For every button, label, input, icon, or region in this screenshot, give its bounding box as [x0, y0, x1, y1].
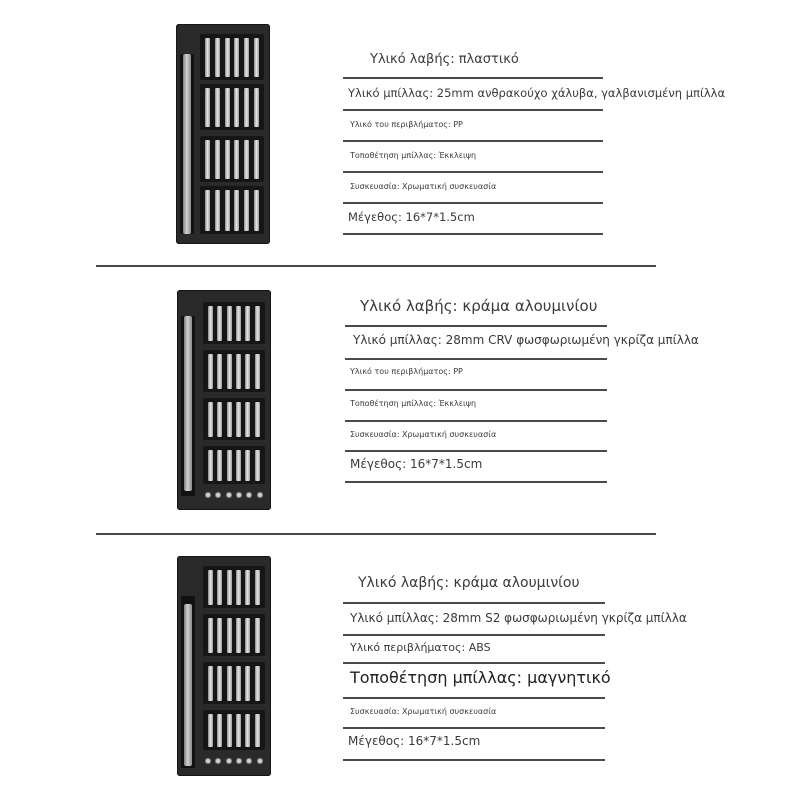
screwdriver-bit: [234, 38, 239, 77]
screwdriver-bit: [205, 190, 210, 231]
spec-rule: [343, 202, 603, 204]
screwdriver-bit: [227, 402, 232, 437]
screwdriver-bit: [255, 618, 260, 653]
socket-nut: [205, 492, 211, 498]
screwdriver-bit: [217, 570, 222, 605]
spec-bit-material: Υλικό μπίλλας: 28mm CRV φωσφωριωμένη γκρίζα μπίλλα: [353, 333, 699, 347]
spec-bit-placement: Τοποθέτηση μπίλλας: Έκκλειψη: [350, 399, 477, 408]
screwdriver-bit: [245, 306, 250, 341]
spec-bit-placement: Τοποθέτηση μπίλλας: Έκκλειψη: [350, 151, 477, 160]
screwdriver-bit: [227, 714, 232, 747]
screwdriver-bit: [227, 306, 232, 341]
product-section-1: [0, 0, 800, 266]
screwdriver-bit: [236, 570, 241, 605]
screwdriver-bit: [225, 190, 230, 231]
screwdriver-bit: [208, 618, 213, 653]
bit-tray: [203, 614, 265, 656]
spec-packaging: Συσκευασία: Χρωματική συσκευασία: [350, 430, 497, 439]
socket-row: [203, 488, 265, 502]
screwdriver-bit: [217, 402, 222, 437]
bit-tray: [200, 186, 264, 234]
screwdriver-bit: [205, 140, 210, 179]
screwdriver-bit: [244, 38, 249, 77]
screwdriver-bit: [255, 714, 260, 747]
spec-size: Μέγεθος: 16*7*1.5cm: [348, 210, 475, 224]
screwdriver-bit: [217, 354, 222, 389]
socket-nut: [226, 492, 232, 498]
spec-bit-material: Υλικό μπίλλας: 25mm ανθρακούχο χάλυβα, γαλβανισμένη μπίλλα: [348, 86, 726, 100]
spec-rule: [345, 420, 607, 422]
screwdriver-bit: [227, 618, 232, 653]
screwdriver-bit: [215, 190, 220, 231]
screwdriver-bit: [236, 666, 241, 701]
screwdriver-bit: [245, 450, 250, 481]
screwdriver-bit: [236, 306, 241, 341]
screwdriver-bit: [236, 618, 241, 653]
screwdriver-bit: [255, 450, 260, 481]
bit-tray: [200, 136, 264, 182]
screwdriver-bit: [254, 190, 259, 231]
screwdriver-bit: [245, 570, 250, 605]
bit-tray: [200, 34, 264, 80]
bit-tray: [203, 710, 265, 750]
spec-rule: [343, 602, 605, 604]
spec-rule: [343, 727, 605, 729]
screwdriver-bit: [227, 354, 232, 389]
screwdriver-bit: [244, 140, 249, 179]
screwdriver-bit: [215, 88, 220, 127]
socket-nut: [257, 758, 263, 764]
screwdriver-bit: [217, 306, 222, 341]
screwdriver-bit: [245, 714, 250, 747]
screwdriver-bit: [254, 88, 259, 127]
socket-nut: [236, 758, 242, 764]
screwdriver-bit: [225, 140, 230, 179]
handle-slot: [181, 596, 195, 768]
spec-rule: [345, 389, 607, 391]
screwdriver-bit: [208, 306, 213, 341]
socket-row: [203, 754, 265, 768]
screwdriver-bit: [208, 402, 213, 437]
screwdriver-bit: [208, 570, 213, 605]
screwdriver-bit: [245, 618, 250, 653]
spec-rule: [345, 325, 607, 327]
socket-nut: [215, 758, 221, 764]
socket-nut: [236, 492, 242, 498]
screwdriver-bit: [244, 88, 249, 127]
screwdriver-handle: [183, 54, 191, 234]
screwdriver-bit: [227, 666, 232, 701]
screwdriver-bit: [254, 38, 259, 77]
spec-size: Μέγεθος: 16*7*1.5cm: [350, 457, 483, 471]
screwdriver-bit: [255, 402, 260, 437]
screwdriver-bit: [215, 38, 220, 77]
screwdriver-bit: [225, 38, 230, 77]
screwdriver-bit: [215, 140, 220, 179]
screwdriver-bit: [255, 354, 260, 389]
spec-rule: [345, 358, 607, 360]
screwdriver-bit: [217, 714, 222, 747]
bit-tray: [203, 302, 265, 344]
screwdriver-bit: [234, 190, 239, 231]
screwdriver-bit: [208, 714, 213, 747]
product-section-3: [0, 534, 800, 800]
bit-tray: [203, 446, 265, 484]
screwdriver-bit: [255, 306, 260, 341]
screwdriver-bit: [254, 140, 259, 179]
bit-tray: [203, 398, 265, 440]
spec-rule: [343, 634, 605, 636]
screwdriver-handle: [184, 604, 192, 766]
screwdriver-bit: [217, 450, 222, 481]
bit-tray: [203, 566, 265, 608]
socket-nut: [205, 758, 211, 764]
spec-size: Μέγεθος: 16*7*1.5cm: [348, 734, 481, 748]
screwdriver-bit: [234, 140, 239, 179]
spec-bit-material: Υλικό μπίλλας: 28mm S2 φωσφωριωμένη γκρίζα μπίλλα: [350, 611, 687, 625]
handle-slot: [180, 54, 194, 234]
spec-case-material: Υλικό του περιβλήματος: PP: [350, 367, 463, 376]
socket-nut: [257, 492, 263, 498]
screwdriver-bit: [217, 666, 222, 701]
screwdriver-bit: [205, 38, 210, 77]
screwdriver-bit: [236, 450, 241, 481]
screwdriver-case-image-3: [177, 556, 271, 776]
screwdriver-bit: [217, 618, 222, 653]
spec-rule: [343, 233, 603, 235]
spec-handle-material: Υλικό λαβής: πλαστικό: [370, 52, 519, 67]
spec-bit-placement: Τοποθέτηση μπίλλας: μαγνητικό: [350, 668, 611, 687]
bit-tray: [203, 350, 265, 392]
spec-rule: [343, 171, 603, 173]
bit-tray: [200, 84, 264, 130]
screwdriver-bit: [208, 666, 213, 701]
screwdriver-bit: [236, 714, 241, 747]
spec-rule: [343, 109, 603, 111]
screwdriver-bit: [255, 666, 260, 701]
screwdriver-bit: [227, 570, 232, 605]
screwdriver-bit: [236, 354, 241, 389]
screwdriver-bit: [225, 88, 230, 127]
screwdriver-bit: [208, 450, 213, 481]
screwdriver-bit: [205, 88, 210, 127]
screwdriver-bit: [227, 450, 232, 481]
spec-case-material: Υλικό του περιβλήματος: PP: [350, 120, 463, 129]
spec-case-material: Υλικό περιβλήματος: ABS: [350, 641, 491, 654]
screwdriver-bit: [244, 190, 249, 231]
screwdriver-bit: [245, 402, 250, 437]
spec-rule: [343, 759, 605, 761]
handle-slot: [181, 316, 195, 496]
screwdriver-bit: [255, 570, 260, 605]
product-section-2: [0, 266, 800, 532]
screwdriver-bit: [208, 354, 213, 389]
screwdriver-bit: [245, 354, 250, 389]
spec-rule: [343, 697, 605, 699]
socket-nut: [246, 758, 252, 764]
spec-rule: [345, 481, 607, 483]
screwdriver-case-image-1: [176, 24, 270, 244]
spec-packaging: Συσκευασία: Χρωματική συσκευασία: [350, 707, 497, 716]
screwdriver-bit: [245, 666, 250, 701]
screwdriver-handle: [184, 316, 192, 491]
spec-rule: [343, 77, 603, 79]
spec-handle-material: Υλικό λαβής: κράμα αλουμινίου: [360, 297, 598, 315]
spec-handle-material: Υλικό λαβής: κράμα αλουμινίου: [358, 575, 580, 591]
socket-nut: [246, 492, 252, 498]
screwdriver-case-image-2: [177, 290, 271, 510]
bit-tray: [203, 662, 265, 704]
spec-rule: [343, 140, 603, 142]
socket-nut: [215, 492, 221, 498]
spec-packaging: Συσκευασία: Χρωματική συσκευασία: [350, 182, 497, 191]
spec-rule: [343, 662, 605, 664]
screwdriver-bit: [236, 402, 241, 437]
screwdriver-bit: [234, 88, 239, 127]
spec-rule: [345, 450, 607, 452]
socket-nut: [226, 758, 232, 764]
